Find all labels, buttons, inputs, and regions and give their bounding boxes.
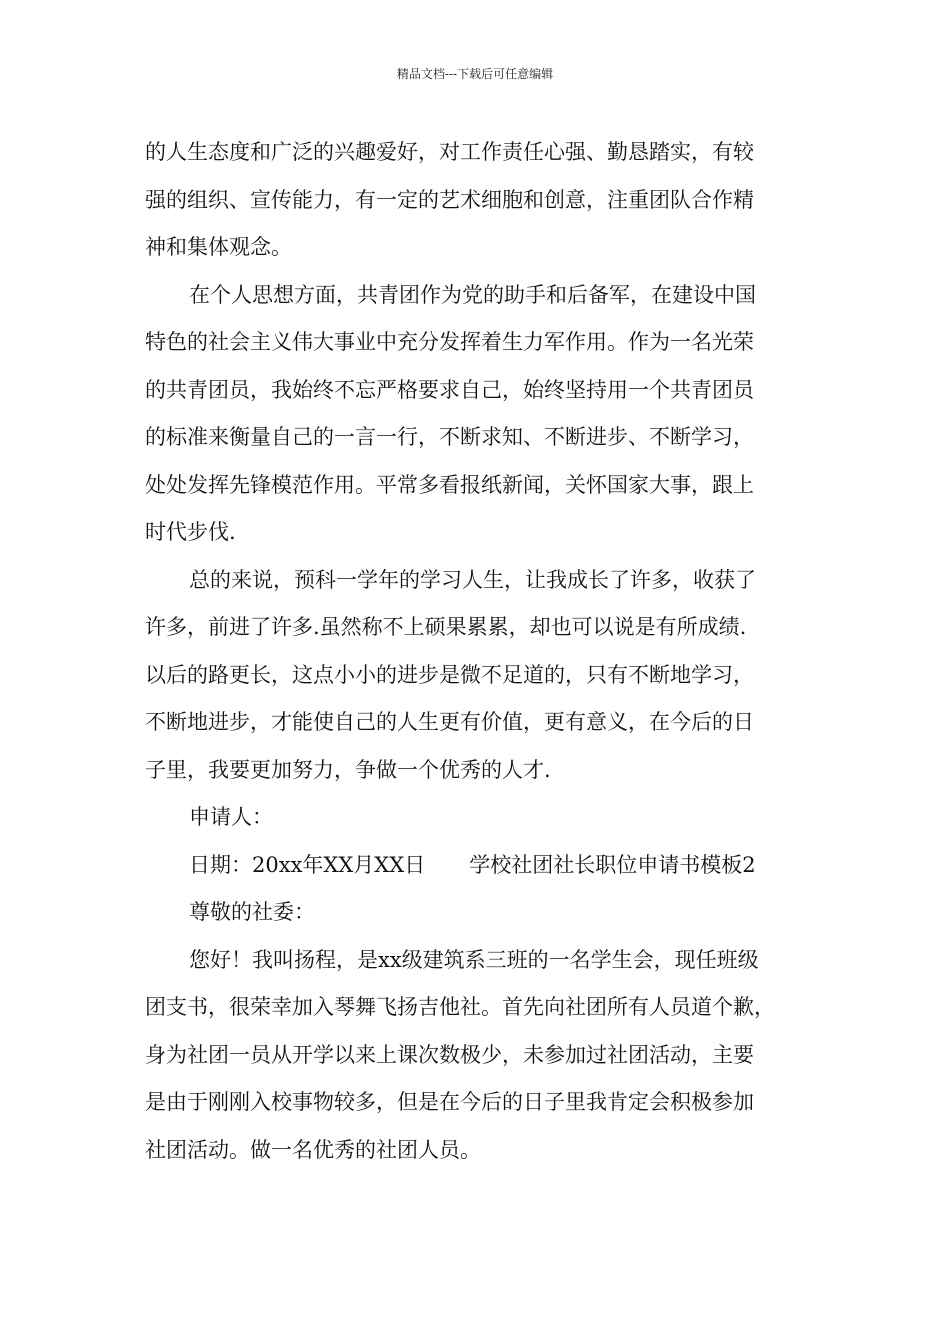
text-line: 许多，前进了许多.虽然称不上硕果累累，却也可以说是有所成绩.	[145, 615, 747, 639]
date-line	[145, 842, 813, 890]
text-line: 社团活动。做一名优秀的社团人员。	[145, 1137, 481, 1162]
text-line: 时代步伐.	[145, 520, 236, 544]
text-line: 身为社团一员从开学以来上课次数极少，未参加过社团活动，主要	[145, 1042, 754, 1067]
text-line: 团支书，很荣幸加入琴舞飞扬吉他社。首先向社团所有人员道个歉，	[145, 995, 775, 1019]
text-line: 神和集体观念。	[145, 235, 292, 259]
applicant-label: 申请人：	[189, 805, 273, 829]
text-line: 子里，我要更加努力，争做一个优秀的人才.	[145, 757, 551, 782]
paragraph-start-line: 总的来说，预科一学年的学习人生，让我成长了许多，收获了	[189, 567, 756, 592]
paragraph-start-line: 您好！我叫扬程，是xx级建筑系三班的一名学生会，现任班级	[189, 947, 759, 972]
text-line: 不断地进步，才能使自己的人生更有价值，更有意义，在今后的日	[145, 710, 754, 734]
paragraph-start-line: 在个人思想方面，共青团作为党的助手和后备军，在建设中国	[189, 282, 756, 307]
document-body	[145, 129, 813, 1174]
text-line: 的人生态度和广泛的兴趣爱好，对工作责任心强、勤恳踏实，有较	[145, 140, 754, 164]
text-line: 以后的路更长，这点小小的进步是微不足道的，只有不断地学习，	[145, 662, 754, 687]
text-line: 是由于刚刚入校事物较多，但是在今后的日子里我肯定会积极参加	[145, 1090, 754, 1114]
page-header: 精品文档---下载后可任意编辑	[396, 67, 554, 81]
text-line: 的共青团员，我始终不忘严格要求自己，始终坚持用一个共青团员	[145, 377, 754, 402]
salutation: 尊敬的社委：	[189, 900, 315, 924]
date-text: 日期：20xx年XX月XX日	[189, 852, 426, 877]
text-line: 处处发挥先锋模范作用。平常多看报纸新闻，关怀国家大事，跟上	[145, 472, 754, 497]
text-line: 强的组织、宣传能力，有一定的艺术细胞和创意，注重团队合作精	[145, 187, 754, 212]
text-line: 特色的社会主义伟大事业中充分发挥着生力军作用。作为一名光荣	[145, 330, 754, 354]
template-title: 学校社团社长职位申请书模板2	[469, 852, 756, 877]
text-line: 的标准来衡量自己的一言一行，不断求知、不断进步、不断学习，	[145, 425, 754, 449]
